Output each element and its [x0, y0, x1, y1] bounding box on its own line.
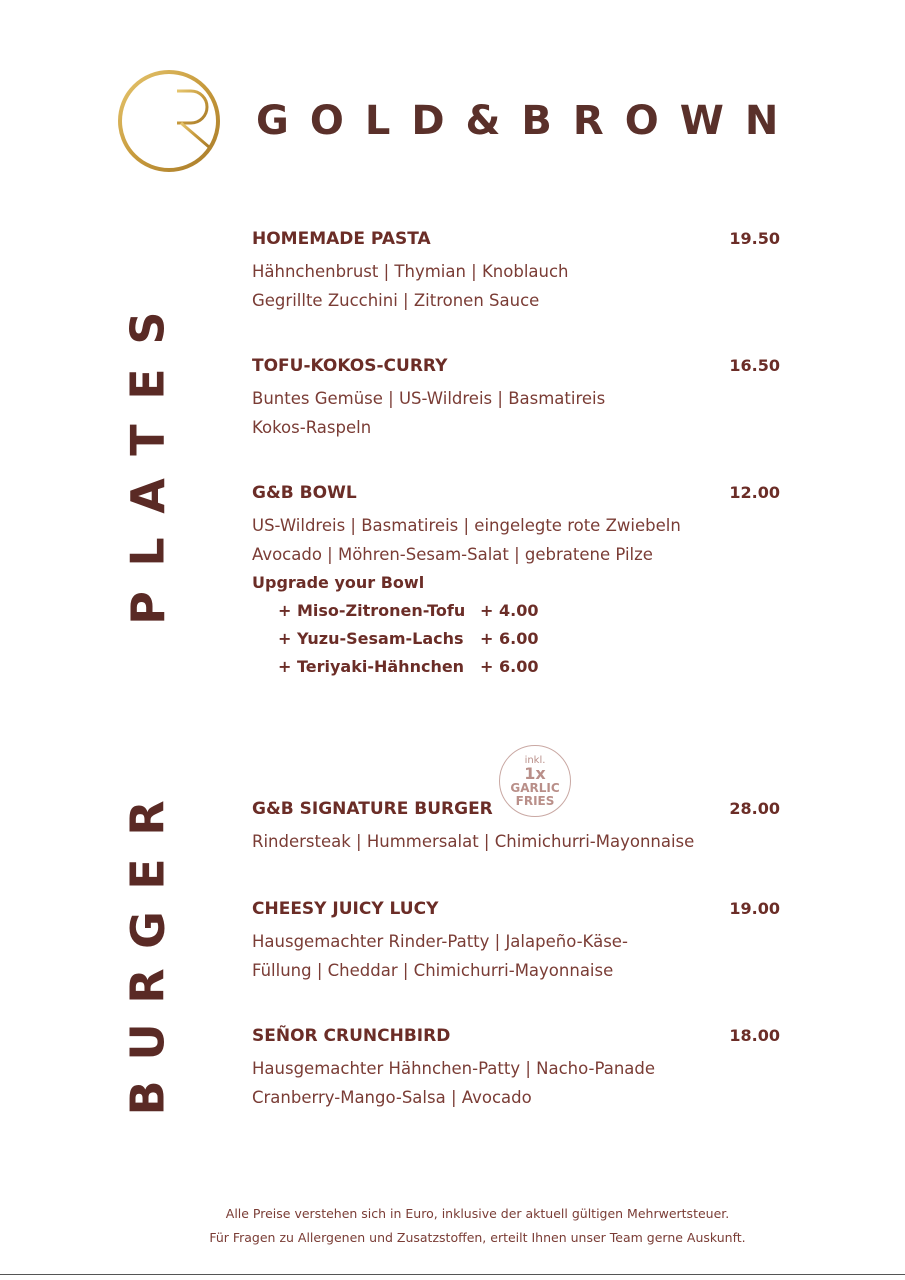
description-line: Rindersteak | Hummersalat | Chimichurri-Mayonnaise — [252, 832, 695, 851]
badge-line: GARLIC — [510, 780, 560, 795]
item-description — [252, 384, 792, 442]
description-line: Cranberry-Mango-Salsa | Avocado — [252, 1088, 532, 1107]
section-letter: B — [121, 1080, 175, 1116]
item-name: G&B BOWL — [252, 483, 357, 503]
item-name: HOMEMADE PASTA — [252, 229, 431, 249]
bottom-divider — [0, 1274, 905, 1275]
section-label-burger — [118, 790, 178, 1126]
description-line: US-Wildreis | Basmatireis | eingelegte rote Zwiebeln — [252, 516, 681, 535]
brand-name: GOLD&BROWN — [256, 98, 800, 144]
item-price: 28.00 — [729, 799, 780, 818]
item-description — [252, 827, 792, 856]
menu-item-tofu-kokos-curry — [252, 354, 792, 442]
section-letter: S — [120, 311, 175, 345]
addon-item — [252, 597, 792, 625]
addon-item — [252, 653, 792, 681]
menu-item-homemade-pasta — [252, 227, 792, 315]
menu-item-cheesy-juicy-lucy — [252, 897, 792, 985]
item-price: 19.50 — [729, 229, 780, 248]
description-line: Hausgemachter Hähnchen-Patty | Nacho-Panade — [252, 1059, 656, 1078]
addon-name: + Teriyaki-Hähnchen — [278, 657, 465, 676]
addon-price: + 6.00 — [480, 657, 539, 676]
menu-item-gb-bowl — [252, 481, 792, 681]
addon-name: + Miso-Zitronen-Tofu — [278, 601, 466, 620]
item-name: SEÑOR CRUNCHBIRD — [252, 1026, 451, 1046]
menu-item-gb-signature-burger — [252, 793, 792, 856]
item-name: TOFU-KOKOS-CURRY — [252, 356, 448, 376]
badge-line: FRIES — [515, 793, 555, 808]
item-description — [252, 511, 792, 569]
footer-note — [0, 1202, 905, 1250]
badge-line: 1x — [524, 763, 546, 783]
menu-item-senor-crunchbird — [252, 1024, 792, 1112]
description-line: Kokos-Raspeln — [252, 418, 372, 437]
addon-item — [252, 625, 792, 653]
addon-price: + 4.00 — [480, 601, 539, 620]
item-description — [252, 257, 792, 315]
description-line: Buntes Gemüse | US-Wildreis | Basmatireis — [252, 389, 606, 408]
upgrade-title: Upgrade your Bowl — [252, 573, 425, 592]
description-line: Füllung | Cheddar | Chimichurri-Mayonnaise — [252, 961, 614, 980]
section-letter: T — [120, 424, 175, 456]
addon-name: + Yuzu-Sesam-Lachs — [278, 629, 464, 648]
section-letter: P — [121, 591, 175, 625]
section-letter: U — [120, 1023, 175, 1061]
footer-line: Alle Preise verstehen sich in Euro, inklusive der aktuell gültigen Mehrwertsteuer. — [225, 1206, 730, 1221]
item-name: CHEESY JUICY LUCY — [252, 899, 439, 919]
section-letter: R — [120, 968, 175, 1004]
section-letter: E — [121, 368, 175, 400]
badge-line: inkl. — [524, 754, 546, 766]
description-line: Avocado | Möhren-Sesam-Salat | gebratene Pilze — [252, 545, 653, 564]
description-line: Hähnchenbrust | Thymian | Knoblauch — [252, 262, 569, 281]
item-price: 16.50 — [729, 356, 780, 375]
item-name: G&B SIGNATURE BURGER — [252, 799, 493, 819]
description-line: Hausgemachter Rinder-Patty | Jalapeño-Käse- — [252, 932, 628, 951]
section-letter: E — [121, 858, 175, 890]
section-letter: G — [120, 911, 175, 949]
item-description — [252, 927, 792, 985]
item-price: 12.00 — [729, 483, 780, 502]
gold-brown-logo-icon — [117, 69, 221, 173]
footer-line: Für Fragen zu Allergenen und Zusatzstoffen, erteilt Ihnen unser Team gerne Auskunft. — [209, 1230, 746, 1245]
description-line: Gegrillte Zucchini | Zitronen Sauce — [252, 291, 540, 310]
section-letter: A — [120, 478, 175, 514]
addon-price: + 6.00 — [480, 629, 539, 648]
section-letter: L — [121, 537, 175, 567]
section-label-plates — [118, 300, 178, 636]
item-price: 19.00 — [729, 899, 780, 918]
item-price: 18.00 — [729, 1026, 780, 1045]
section-letter: R — [120, 800, 175, 836]
item-description — [252, 1054, 792, 1112]
